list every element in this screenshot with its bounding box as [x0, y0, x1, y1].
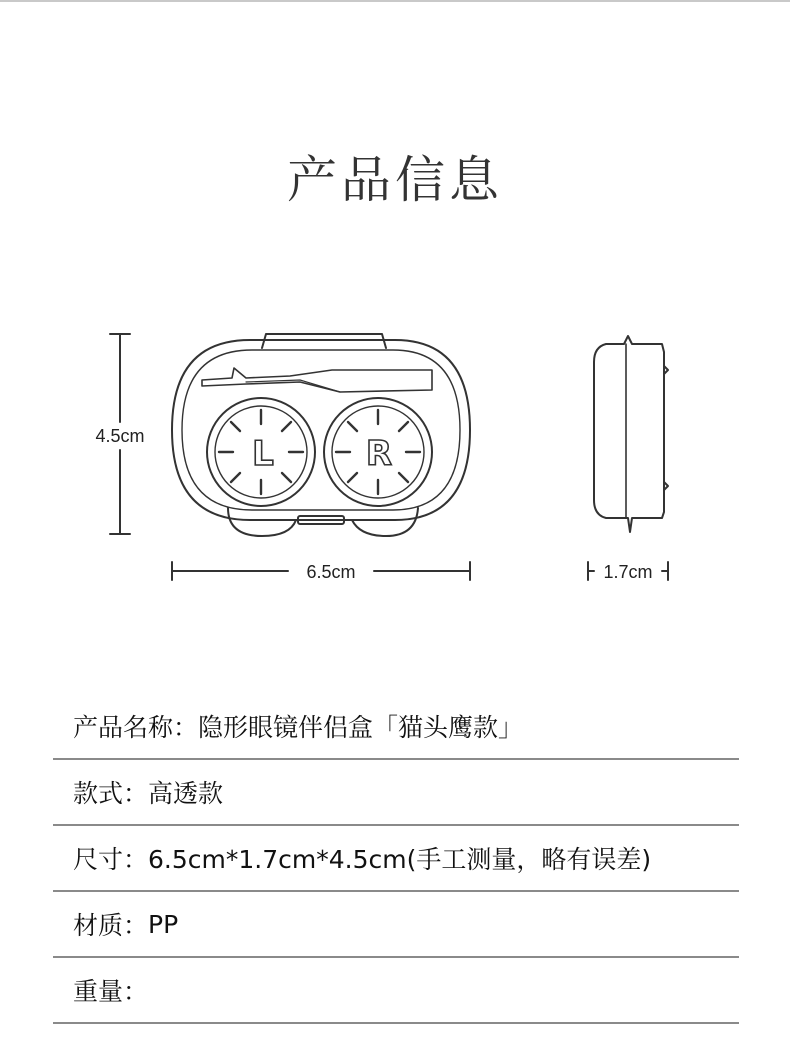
- page-title: 产品信息: [287, 151, 503, 209]
- spec-row-size: [53, 826, 739, 892]
- case-front-view: [172, 334, 470, 536]
- depth-label: 1.7cm: [603, 562, 653, 582]
- spec-list: [53, 694, 739, 1024]
- width-label: 6.5cm: [306, 562, 356, 582]
- spec-value: 隐形眼镜伴侣盒「猫头鹰款」: [198, 713, 524, 742]
- spec-row-style: [53, 760, 739, 826]
- spec-value: 高透款: [148, 779, 224, 808]
- spec-row-name: [53, 694, 739, 760]
- top-divider: [0, 0, 790, 2]
- spec-label: 重量：: [73, 977, 149, 1006]
- spec-label: 产品名称：: [73, 713, 199, 742]
- product-dimension-diagram: [0, 300, 790, 600]
- left-well-letter: L: [252, 434, 274, 474]
- height-label: 4.5cm: [95, 426, 145, 446]
- spec-value: 6.5cm*1.7cm*4.5cm(手工测量，略有误差): [148, 845, 652, 874]
- right-well-letter: R: [365, 434, 393, 474]
- spec-row-material: [53, 892, 739, 958]
- spec-value: PP: [148, 909, 179, 939]
- spec-label: 款式：: [73, 779, 149, 808]
- spec-row-weight: [53, 958, 739, 1024]
- spec-label: 尺寸：: [73, 845, 149, 874]
- case-side-view: [594, 336, 668, 532]
- spec-label: 材质：: [73, 911, 149, 940]
